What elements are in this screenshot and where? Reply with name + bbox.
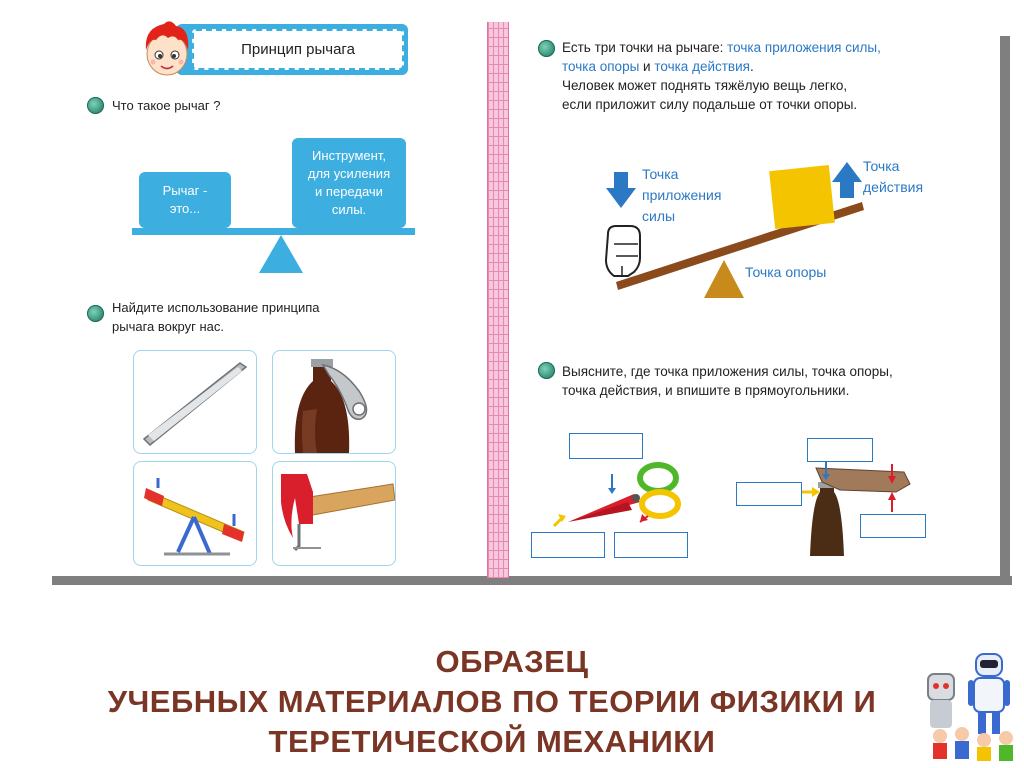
cartoon-boy-icon (140, 20, 194, 80)
photo-hammer (272, 461, 396, 566)
task-text (562, 362, 893, 400)
bullet-icon (87, 97, 104, 114)
question-find-lever-line: рычага вокруг нас. (112, 319, 225, 334)
intro-blue-fulcrum: точка опоры (562, 59, 640, 74)
page-shadow-right (1000, 36, 1010, 585)
footer-title-line-3: ТЕРЕТИЧЕСКОЙ МЕХАНИКИ (268, 724, 716, 759)
answer-box-opener-left[interactable] (736, 482, 802, 506)
task-line: Выясните, где точка приложения силы, точка опоры, (562, 364, 893, 379)
lever-beam (132, 228, 415, 235)
bullet-icon (538, 362, 555, 379)
lever-definition-line: это... (169, 201, 201, 216)
page-shadow-bottom (52, 576, 1012, 585)
label-action-point (863, 156, 923, 198)
fulcrum-triangle-icon (259, 235, 303, 273)
answer-box-opener-top[interactable] (807, 438, 873, 462)
label-action-line: действия (863, 179, 924, 195)
label-fulcrum-point: Точка опоры (745, 264, 827, 280)
label-force-point (642, 164, 721, 227)
answer-box-scissors-right[interactable] (614, 532, 688, 558)
lever-tool-box (292, 138, 406, 228)
robots-kids-illustration (918, 640, 1020, 762)
task-line: точка действия, и впишите в прямоугольники. (562, 383, 850, 398)
question-what-is-lever: Что такое рычаг ? (112, 98, 221, 113)
question-find-lever (112, 298, 320, 336)
photo-bottle-opener (272, 350, 396, 454)
intro-line-2 (562, 57, 881, 76)
label-force-line: силы (642, 208, 676, 224)
bullet-icon (87, 305, 104, 322)
photo-seesaw (133, 461, 257, 566)
question-find-lever-line: Найдите использование принципа (112, 300, 320, 315)
footer-title-line-2: УЧЕБНЫХ МАТЕРИАЛОВ ПО ТЕОРИИ ФИЗИКИ И (107, 684, 877, 719)
intro-line-3: Человек может поднять тяжёлую вещь легко, (562, 78, 848, 93)
hammer-icon (273, 462, 395, 565)
label-force-line: приложения (642, 187, 722, 203)
answer-box-scissors-left[interactable] (531, 532, 605, 558)
lever-tool-line: для усиления (307, 166, 391, 181)
intro-plain: и (639, 59, 655, 74)
intro-blue-action: точка действия (654, 59, 750, 74)
scissors-icon (548, 458, 688, 532)
intro-line-4: если приложит силу подальше от точки опоры. (562, 97, 858, 112)
footer-title-line-1: ОБРАЗЕЦ (435, 644, 589, 679)
page-title: Принцип рычага (192, 29, 404, 70)
lever-tool-line: силы. (331, 202, 367, 217)
intro-blue-force: точка приложения силы, (727, 40, 881, 55)
tweezers-icon (134, 351, 256, 453)
bottle-opener-icon (273, 351, 395, 453)
seesaw-icon (134, 462, 256, 565)
opener-bottle-icon (800, 462, 912, 556)
lever-definition-box (139, 172, 231, 228)
book-spine (487, 22, 509, 578)
lever-definition-line: Рычаг - (162, 183, 208, 198)
label-action-line: Точка (863, 158, 900, 174)
intro-line-1 (562, 38, 881, 57)
lever-tool-line: и передачи (315, 184, 383, 199)
intro-plain: Есть три точки на рычаге: (562, 40, 728, 55)
intro-plain: . (749, 59, 754, 74)
bullet-icon (538, 40, 555, 57)
intro-text (562, 38, 881, 114)
photo-tweezers (133, 350, 257, 454)
lever-tool-line: Инструмент, (312, 148, 386, 163)
label-force-line: Точка (642, 166, 679, 182)
answer-box-scissors-top[interactable] (569, 433, 643, 459)
